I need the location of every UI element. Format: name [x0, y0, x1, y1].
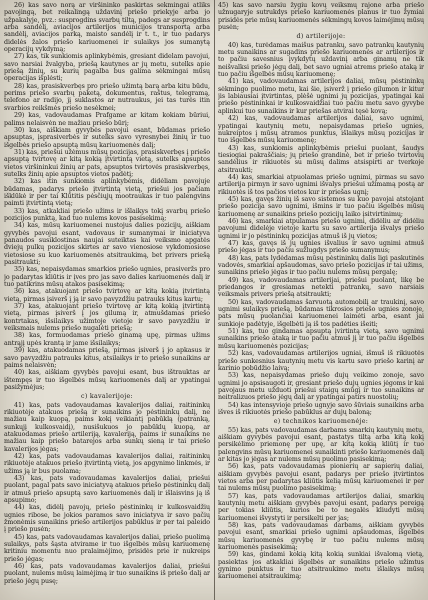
- paragraph: 57) kas, pats vadovaudamas artilerijos daliai, smarkių kautynių metu aiškiam gyvybės pavojui esant, padarys pereigą per tokias kliūtis, kurios be to negalės kliudyti mūsų kariuomenei išvystyti ir persikelti per jas;: [218, 492, 424, 522]
- paragraph: 28) kas, prasiskverbęs pro priešo užimtą barą arba kitu būdu, perims priešo svarbų paketą, dokumentus, raštus, telegramą, telefono ar radijo, jį suklastos ar nutraukus, jei tas turės itin svarbios reikšmės priešo nesėkmei;: [4, 82, 210, 112]
- paragraph: 40) kas, turėdamas maišus patrankų, savo patrankų kautynių metu sunaikins ar sugadins priešo kariuomenės ar artilerijos ir to pačiu savesnius įvykdytų uždavinį arba ginamų ne tik neišvalksi priešo jėgų dalį, bet savo ugniai atrems priešo ataką ir tuo pačiu išgelbės mūsų kariuomenę;: [218, 41, 424, 79]
- paragraph: 46) kas, pats vadovaudamas kavalerijos daliai, priešui puolant, nulems mūsų laimėjimą ir tuo sunaikins iš priešo dalį ar priešo jėgų pusę;: [4, 563, 210, 585]
- paragraph: 50) kas, vadovaudamas šarvuotą automobilį ar traukinį, savo ugnimi sulaikys priešą, būdamas tikrosios priešo ugnies zonoje, pats mūsų puolančiai kariuomenei laimėti arba, esant jai sunkioje padėtyje, išgelbėti ją iš tos padėties išeiti;: [218, 298, 424, 328]
- section-heading: d) artilerijoje:: [296, 33, 346, 41]
- paragraph: 41) kas, vadovaudamas artilerijos daliai, mūsų pėstininkų sėkmingo puolimo metu, kai šie, įsiverž į priešo gilumon ir kitur jis labiausiai įtvirtintas, plėšė ugnimi jų pozicijas, ypatingai kai priešo pėstininkai ir kulkosvaidžiai tuo pačiu metu savo gyvybe aplinkui tuo sunaikins ir kur priešas atvirai tęsė kovą;: [218, 78, 424, 115]
- paragraph: 49) kas, vadovaudamas artilerijai, priešui puolant, likę be priedangos ir gresiamas netekti patrankų, savo narsiais veiksmais privers priešą atsitraukti;: [218, 276, 424, 299]
- paragraph: 51) kas, tuo gindamas apsuptą įvirtintą vietą, savo ugnimi sunaikins priešo ataką ir tuo pačiu atmuš jį ir tuo pačiu išgelbės mūsų kariuomenės pozicijas;: [218, 328, 424, 350]
- paragraph: 37) kas, atakuojant priešo tvirtovę ar kitą kokią įtvirtintą vietą, pirmas įsiverš į jos gilumą ir, atmušdamas priešo kontrtakas, išsilaikys užimtoje vietoje ir savo pavyzdžiu ir veiksmais nulems priešo nugalėti priešą;: [4, 303, 210, 333]
- paragraph: 46) kas, smarkiai atpulamas priešo ugnimi, didėliu ar didėliu pavojumi didelėje vietoje kartu su savo artilerija išvalys priešo ugnimi ir jo pėstininkų pozicijas atmuš iš jų vietos;: [218, 217, 424, 240]
- paragraph: 27) kas, tik sunkiomis aplinkybėmis, gresiant didelam pavojui, savo narsiai žvalgyba, priešą kautynes ar jų metu, sutelks apie priešą žinių, su kurių pagalba bus galima sėkmingai mūsų operacijas išplėsti;: [4, 53, 210, 83]
- section-heading: c) kavalerijoje:: [81, 393, 133, 401]
- paragraph: 48) kas, pats lydėdamas mūsų pėstininkų dalis ligi paskutinės vadovės, smarkiai apšaudomas, savo priešo pozicijas ir tai užims, sunaikins priešo jėgas ir tuo pačiu nulems mūsų pergalę;: [218, 254, 424, 277]
- paragraph: 39) kas, atakuodamas priešą, pirmas įsiverš į jo apkasus ir savo pavyzdžiu patrauks kitus, atsilaikys ir to priešo sunaikins ar paims nelaisvėn;: [4, 347, 210, 369]
- paragraph: 59) kas, gindami kokią kitą kokią sunkiai išvalomą vietą, pasiektas jos atkakliai išgelbės ar sunaikins priešo užimtus gynimo punktus ir tuo atsitraukimo metu išlaikys mūsų kariuomenei atsitraukimą;: [218, 551, 424, 581]
- paragraph: 44) kas, didėlį pavojų, priešo pėstininkų ir kulkosvaidžių ugnies ribose, be jokios paramos savo iniciatyva ir savo pačių žmonėmis sunaikins priešo artilerijos pabūklus ir per tai paleido į priešo pusėn;: [4, 504, 210, 534]
- paragraph: 42) kas, vadovaudamas artilerijos daliai, savo ugnimi, ypatingai kautynių metu, nepaisydamas priešo ugnies, nukreiptos į mūsų atramos punktus, išlaikys mūsų pozicijas ir tuo išgelbės mūsų kariuomenę;: [218, 115, 424, 145]
- paragraph: 55) kas, pats vadovaudamas darbams smarkių kautynių metu, aiškiam gyvybės pavojui esant, pastatys tiltą arba kitą kokį persikėlimo priemonę per upę, ar kitą kokią kliūtį ir tuo palengvins mūsų kariuomenei sunaikinti priešo kariuomenės dalį ar kitas jo jėgas ar nulems mūsų puolimo pasisekimą;: [218, 426, 424, 463]
- paragraph: 33) kas, atkakliai priešo užims ir išlaikys tokį svarbų priešo pozicijos punktą, kad tuo nulems kovos pasisekimą;: [4, 207, 210, 222]
- right-column: [218, 2, 424, 600]
- paragraph: 47) kas, gavęs iš jų ugnies išvalius ir savo ugnimi atmuš priešo jėgas ir tuo pačiu sužlugdys priešo sumanymus;: [218, 240, 424, 255]
- paragraph: 34) kas, mūsų kariuomenei nustojus dalies pozicijų, aiškiam gyvybės pavojui esant, vadovaus ir sumanymai ir iniciatyva panaudos susiklostinas naujai suteiktas kai veiksmo apgatės dviejų pulkų pozicijos skirtes ar savo vienosiose vykdomosiose vietosiose su kuo kariuomenės atsitraukimą, bet privers priešą pasitraukti;: [4, 222, 210, 267]
- paragraph: 45) kas, gavęs žinių iš savo sistemos su kuo pavojai atstojant priešo pozicija savo ugnimi, išmins ir tuo pačiu išgelbės mūsų kariuomenę ar sunaikins priešo pozicijų laiko įsitvirtinimų;: [218, 195, 424, 218]
- section-heading: e) technikos kariuomenėje:: [273, 418, 369, 426]
- paragraph: 45) kas savo narsiu žygiu kovų veiksmų rajone arba priešo užnugaryje sutrukdys priešo kariuomenės planus ir tuo žymiai prisidės prie mūsų kariuomenės sėkmingų kovos laimėjimų mūsų pusėn;: [218, 2, 424, 32]
- left-column: [4, 2, 210, 600]
- paragraph: 36) kas, atakuojant priešo tvirtovę ar kitą kokią įtvirtintą vietą, pirmas įsiverš į ją ir savo pavyzdžiu patrauks kitus kartu;: [4, 288, 210, 303]
- paragraph: 41) kas, pats vadovaudamas kavalerijos daliai, raitininkų rikiuotėje atakuos priešą ir sunaikins jo pėstininkų dalį, ne mažiau kaip kuopą, paims kokį veikiantį pabūklą (patranką, sunkųjį kulkosvaidį), nusišukuos jo pabūklų kuopą, ar atakuodamas priešo artileriją, kavaleriją, paims ir sunaikins ne mažiau kaip priešo batarejos arba sunkų sieną ir tai priešo kavalerijos jėgas;: [4, 401, 210, 453]
- paragraph: 30) kas, aiškiam gyvybės pavojui esant, būdamas priešo apsuptas, įsprasiverbės ir sutelks savo vyresnybei žinių ir tuo išgelbės priešo apsuptą mūsų kariuomenės dalį;: [4, 126, 210, 149]
- paragraph: 42) kas, pats vadovaudamas kavalerijos daliai, raitininkų rikiuotėje atakuos priešo įtvirtintą vietą, jos apgynimo linkmės, ir užims ją ir bus puolama;: [4, 452, 210, 475]
- paragraph: 53) kas, nepaisydamas priešo dujų veikimo zonoje, savo ugnimi jo apsisaugoti ir, gresiant priešo dujų ugnies jėgoms ir kai pavojaus metu užduoti priešui staigų smūgį ir tuo sunaikins ar neitralizuos priešo jėgų dalį ar ypatingai patirs nuostolių;: [218, 372, 424, 402]
- paragraph: 52) kas, vadovaudamas artilerijos ugniai, išmuš iš rikiuotės priešo sunkesnius kautynių metu vis kartu savo priešo karinį ar karinio pobūdžio laivą;: [218, 350, 424, 372]
- paragraph: 56) kas, pats vadovaudamas pionierių ar sapierių daliai, aiškiam gyvybės pavojui esant, padarys per priešo įtvirtintos vietos arba per padarytas kliūtis kelią mūsų kariuomenei ir per tai nulems mūsų puolimo pasisekimą;: [218, 463, 424, 493]
- paragraph: 40) kas, aiškiam gyvybės pavojui esant, bus ištrauktas ar ištempęs ir tuo išgelbės mūsų kariuomenės dalį ar ypatingai pasižymėjus;: [4, 369, 210, 391]
- paragraph: 26) kas savo norą ar viršininko paskirtas sekmingai atliks pavojingą, bet reikalingą uždavinį priešo priekyje arba jo užpakalyje, pvz.: susprogdins svarbų tiltą, padegs ar susprogdins arba sandėlį, aviacijos artilerijos municijos transportą arba sandėlį, aviacijos parką, maisto sandėlį ir t. t., ir tuo padarys didelės žalos priešo kariuomenei ir sulaikys jos sumanytą operacijų vykdymą;: [4, 2, 210, 54]
- paragraph: 58) kas, pats vadovaudamas darbams, aiškiam gyvybės pavojui esant, smarkiai priešo ugnimi apšaudomas, išgelbės mūsų kariuomenės gyvybę ir tuo pačiu nulems mūsų kariuomenės pasisekimą;: [218, 522, 424, 552]
- column-divider: [214, 0, 215, 600]
- paragraph: 44) kas, smarkiai atpuolamas priešo ugnimi, pirmas su savo artilerija pirmyn ir savo ugnimi išvalys priešui užimamą postą ar rikiuotės iš tos pačios vietos kur ir priešas ugnį;: [218, 173, 424, 196]
- paragraph: 35) kas, nepaisydamas smarkios priešo ugnies, prasiveržs pro jo padarytas kliūtis ir įves pro jas savo dalies kariuomenės dalį ir tuo patikrins mūsų atakos pasisekimą;: [4, 266, 210, 289]
- paragraph: 54) kas intensyvioje priešo ugnyje savo šūviais sunaikins arba išves iš rikiuotės priešo pabūklus ar dujų baloną;: [218, 401, 424, 416]
- paragraph: 43) kas, sunkiomis aplinkybėmis priešui puolant, šaudys tiesiogiai pakraščiais; jų priešo grandinė, bet ir priešo tvirtovių sandėlius ir rikiuotės su mūsų dalims atsispirti ar tverkoje atsitraukti;: [218, 144, 424, 174]
- paragraph: 31) kas, priešui užėmus mūsų pozicijas, prasiskverbęs į priešo apsuptą tvirtovę ar kitą kokią įtvirtintą vietą, sutelks apsuptos vietos viršininkui žinių ar pats, apsuptos tvirtovės prasiskverbęs, sutelks žinių apie apsuptos vietos padėtį;: [4, 148, 210, 178]
- paragraph: 29) kas, vadovaudamas Prafgame ar kitam kokiam būriui, palims nelaisvėn ne mažiau priešo būrį;: [4, 112, 210, 127]
- paragraph: 45) kas, pats vadovaudamas kavalerijos daliai, priešo puolimą sulaikys, pats šąsta atvirame ir tuo išgelbės mūsų kariuomenę kritiniu momentu nuo pralaimėjimo, prisidės prie ir nukreips priešo jėgas;: [4, 533, 210, 563]
- paragraph: 32) kas itin sunkiomis aplinkybėmis, didėliam pavojuje būdamas, padarys priešo įtvirtintą vietą, priešui jos pačiam išklūkė ir per tai Klūtitis pėsčiųjų mootraukas ir tuo palengvins paimti įtvirtintą vietą;: [4, 178, 210, 208]
- paragraph: 38) kas, formuodamas priešo ginamą upę, pirmas užims antrąjį upės krantą ir jame išsilaikys;: [4, 332, 210, 347]
- paragraph: 43) kas, pats vadovaudamas kavalerijos daliai, priešui puolant, pagal pats savo iniciatyvą atakuos priešo pėstininkų dalį ir atmuš priešo apsuptą savo kariuomenės dalį ir išlaisvins ją iš apsupimo;: [4, 475, 210, 505]
